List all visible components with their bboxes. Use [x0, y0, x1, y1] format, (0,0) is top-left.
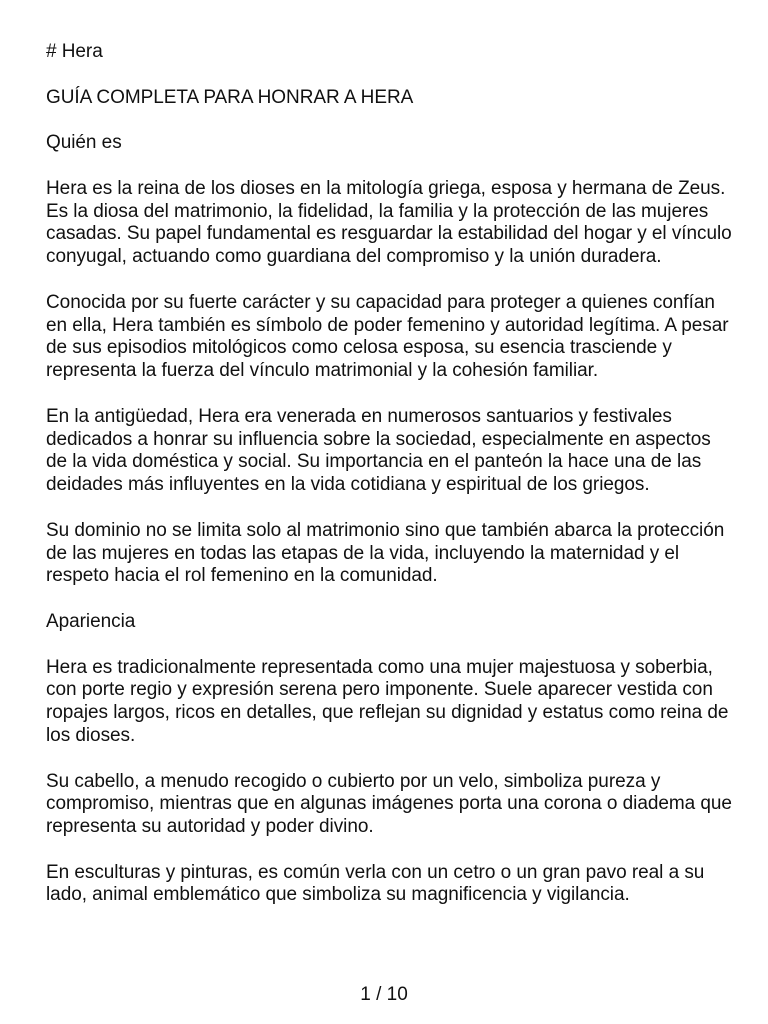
paragraph: Su dominio no se limita solo al matrimonio sino que también abarca la protección de las mujeres en todas las etapas de la vida, incluyendo la maternidad y el respeto hacia el rol femenino en la comunidad.	[46, 519, 725, 587]
section-heading-quien-es: Quién es	[46, 132, 122, 154]
paragraph: En esculturas y pinturas, es común verla con un cetro o un gran pavo real a su lado, animal emblemático que simboliza su magnificencia y vigilancia.	[46, 861, 705, 906]
section-heading-apariencia: Apariencia	[46, 610, 136, 632]
paragraph: Conocida por su fuerte carácter y su capacidad para proteger a quienes confían en ella, Hera también es símbolo de poder femenino y autoridad legítima. A pesar de sus episodios mitológicos como celosa esposa, su esencia trasciende y representa la fuerza del vínculo matrimonial y la cohesión familiar.	[46, 291, 729, 382]
paragraph: Hera es tradicionalmente representada como una mujer majestuosa y soberbia, con porte regio y expresión serena pero imponente. Suele aparecer vestida con ropajes largos, ricos en detalles, que reflejan su dignidad y estatus como reina de los dioses.	[46, 656, 729, 746]
page-indicator: 1 / 10	[360, 984, 408, 1005]
paragraph: En la antigüedad, Hera era venerada en numerosos santuarios y festivales dedicados a honrar su influencia sobre la sociedad, especialmente en aspectos de la vida doméstica y social. Su importancia en el panteón la hace una de las deidades más influyentes en la vida cotidiana y espiritual de los griegos.	[46, 405, 711, 496]
document-heading: # Hera	[46, 41, 103, 62]
paragraph: Hera es la reina de los dioses en la mitología griega, esposa y hermana de Zeus. Es la diosa del matrimonio, la fidelidad, la familia y la protección de las mujeres casadas. Su papel fundamental es resguardar la estabilidad del hogar y el vínculo conyugal, actuando como guardiana del compromiso y la unión duradera.	[46, 177, 732, 268]
document-page	[46, 41, 736, 930]
document-title: GUÍA COMPLETA PARA HONRAR A HERA	[46, 86, 414, 108]
paragraph: Su cabello, a menudo recogido o cubierto por un velo, simboliza pureza y compromiso, mientras que en algunas imágenes porta una corona o diadema que representa su autoridad y poder divino.	[46, 770, 732, 838]
